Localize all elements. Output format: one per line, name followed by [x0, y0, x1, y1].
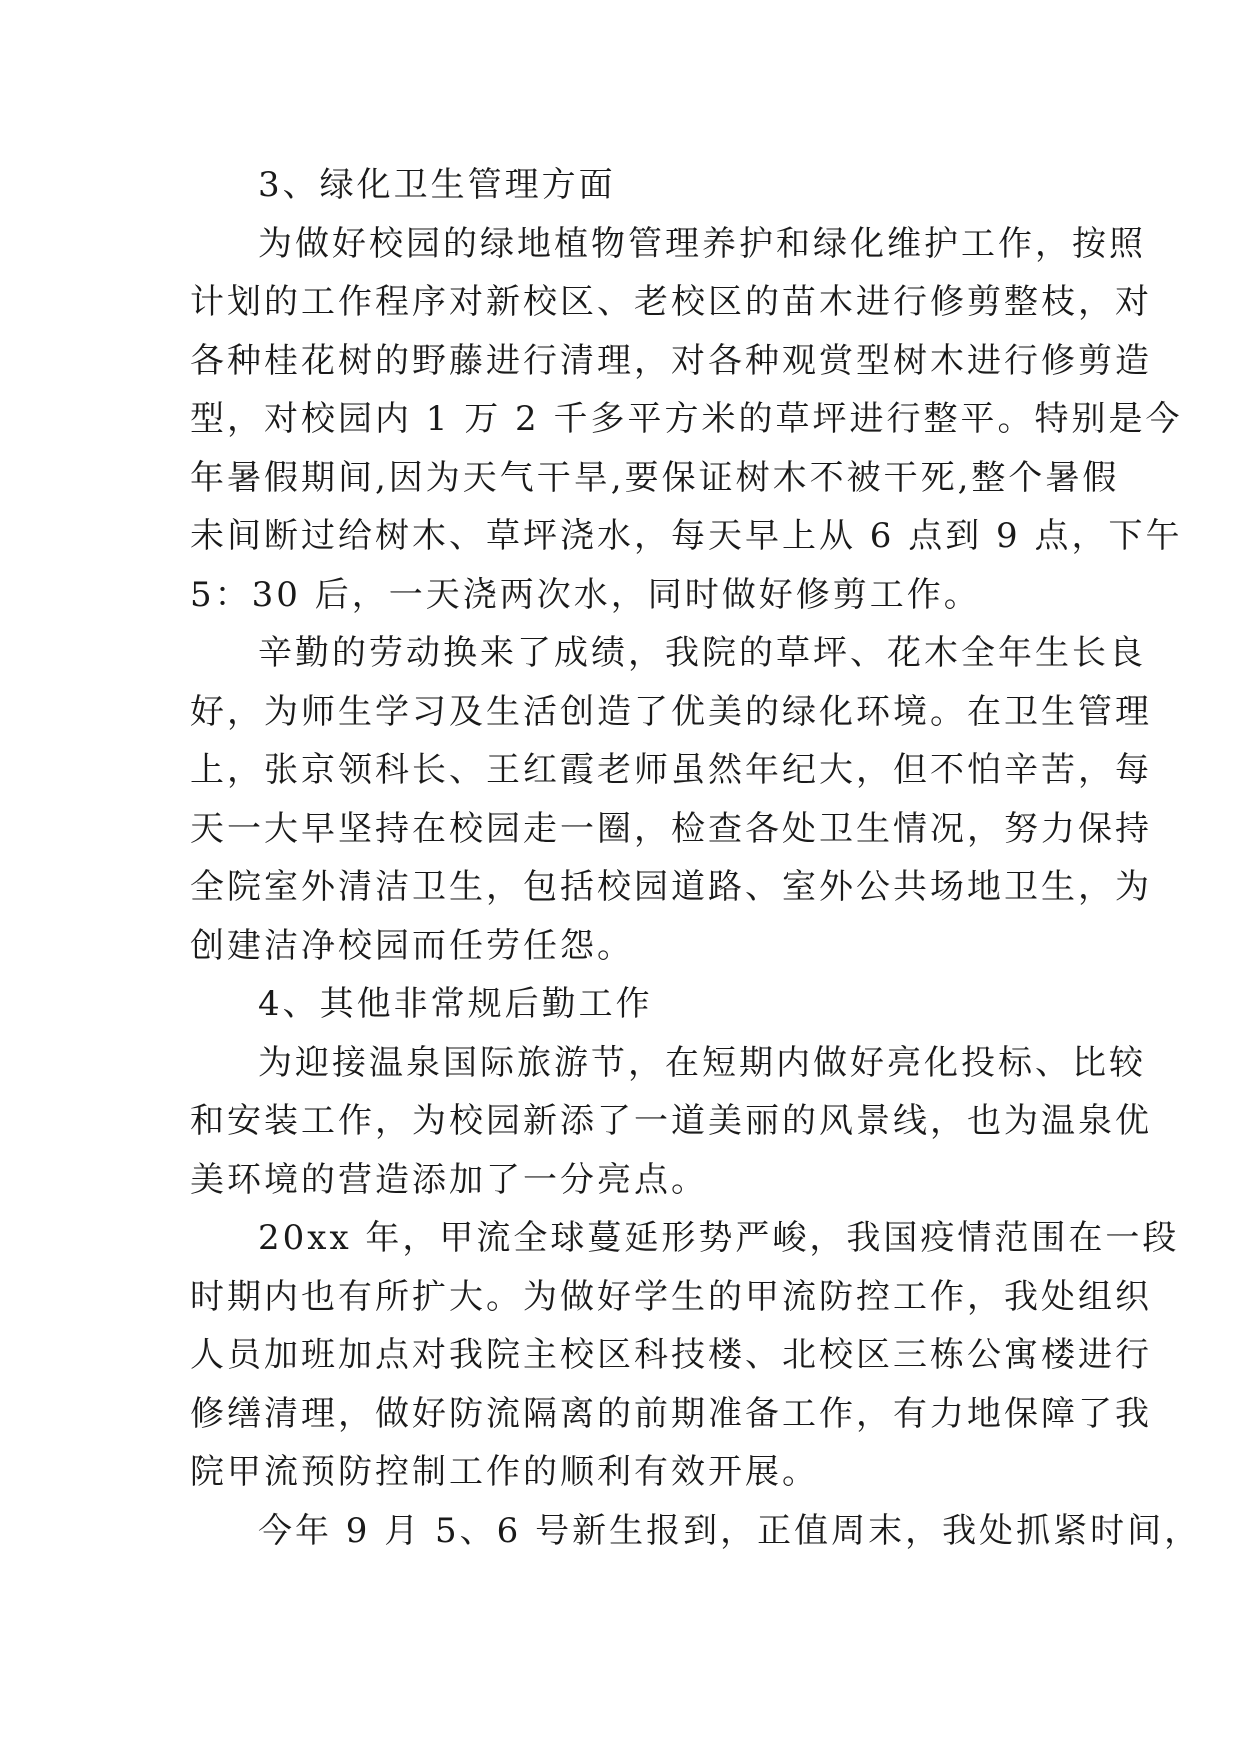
- text-line: 天一大早坚持在校园走一圈，检查各处卫生情况，努力保持: [190, 808, 1152, 849]
- text-line: 为做好校园的绿地植物管理养护和绿化维护工作，按照: [258, 223, 1146, 264]
- text-line: 创建洁净校园而任劳任怨。: [190, 925, 634, 966]
- text-line: 好，为师生学习及生活创造了优美的绿化环境。在卫生管理: [190, 691, 1152, 732]
- text-line: 人员加班加点对我院主校区科技楼、北校区三栋公寓楼进行: [190, 1335, 1152, 1375]
- text-line: 院甲流预防控制工作的顺利有效开展。: [190, 1452, 819, 1492]
- text-line: 年暑假期间,因为天气干旱,要保证树木不被干死,整个暑假: [190, 457, 1120, 498]
- text-line: 上，张京领科长、王红霞老师虽然年纪大，但不怕辛苦，每: [190, 750, 1152, 790]
- text-line: 时期内也有所扩大。为做好学生的甲流防控工作，我处组织: [190, 1276, 1152, 1317]
- text-line: 4、其他非常规后勤工作: [258, 984, 653, 1024]
- text-line: 型，对校园内 1 万 2 千多平方米的草坪进行整平。特别是今: [190, 399, 1183, 439]
- text-line: 3、绿化卫生管理方面: [258, 165, 616, 205]
- text-line: 为迎接温泉国际旅游节，在短期内做好亮化投标、比较: [258, 1042, 1146, 1083]
- text-line: 各种桂花树的野藤进行清理，对各种观赏型树木进行修剪造: [190, 340, 1152, 381]
- text-line: 修缮清理，做好防流隔离的前期准备工作，有力地保障了我: [190, 1393, 1152, 1434]
- text-line: 未间断过给树木、草坪浇水，每天早上从 6 点到 9 点，下午: [190, 516, 1183, 556]
- text-line: 今年 9 月 5、6 号新生报到，正值周末，我处抓紧时间，: [258, 1510, 1202, 1551]
- text-line: 计划的工作程序对新校区、老校区的苗木进行修剪整枝，对: [190, 282, 1152, 322]
- text-line: 和安装工作，为校园新添了一道美丽的风景线，也为温泉优: [190, 1101, 1152, 1141]
- text-line: 5：30 后，一天浇两次水，同时做好修剪工作。: [190, 574, 981, 615]
- text-line: 全院室外清洁卫生，包括校园道路、室外公共场地卫生，为: [190, 867, 1152, 907]
- text-line: 辛勤的劳动换来了成绩，我院的草坪、花木全年生长良: [258, 633, 1146, 673]
- document-page: [190, 156, 1202, 1560]
- text-line: 美环境的营造添加了一分亮点。: [190, 1159, 708, 1200]
- text-line: 20xx 年，甲流全球蔓延形势严峻，我国疫情范围在一段: [258, 1218, 1180, 1258]
